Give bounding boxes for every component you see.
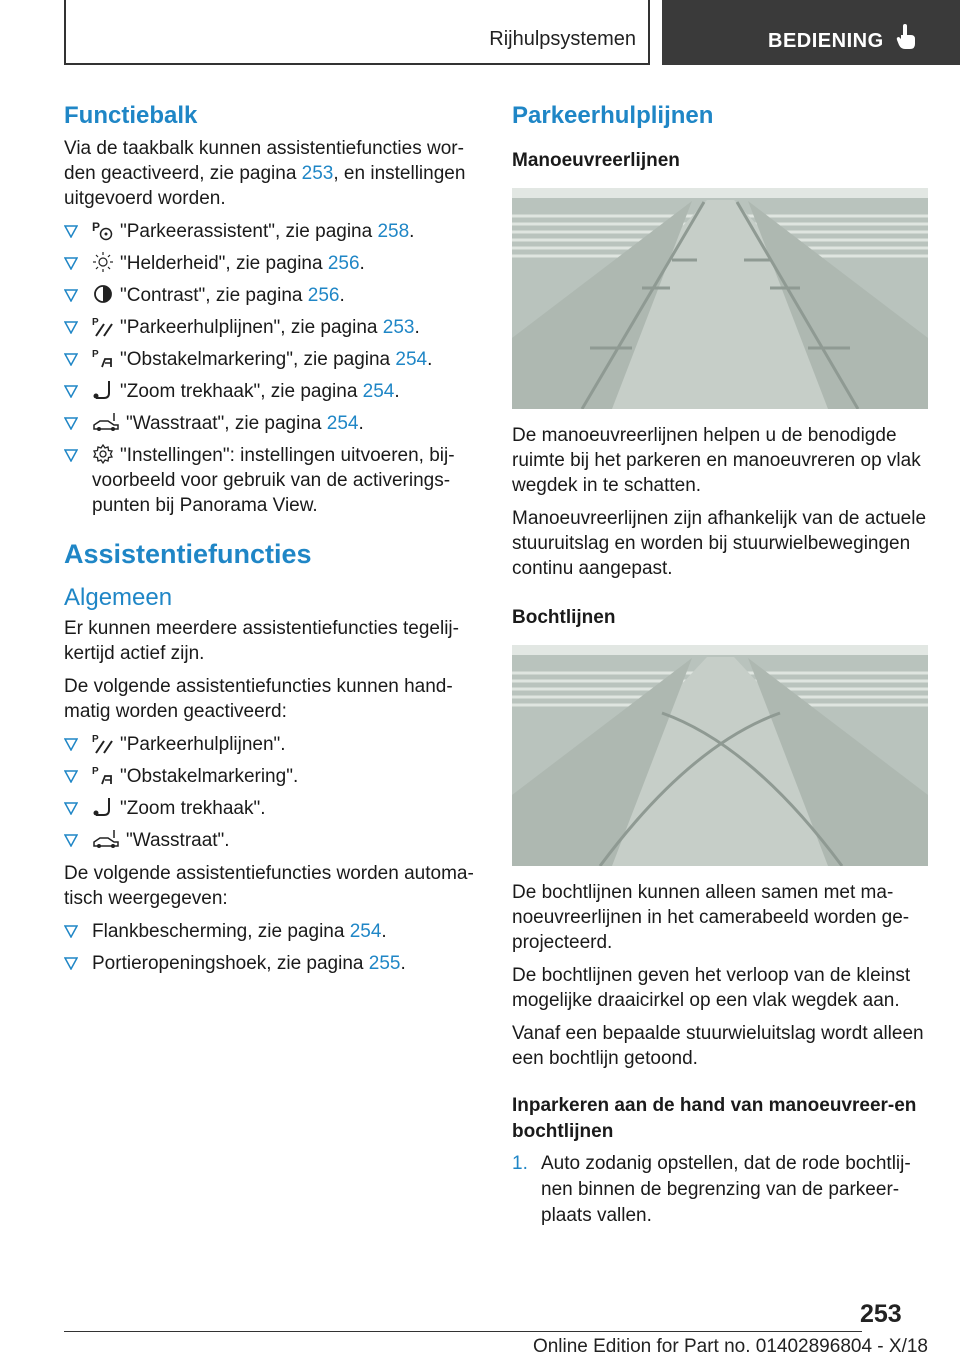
footer-divider xyxy=(64,1331,862,1332)
bullet-triangle-icon xyxy=(64,770,78,783)
right-column xyxy=(512,100,928,1229)
parking-lines-icon xyxy=(92,732,114,754)
bullet-triangle-icon xyxy=(64,449,78,462)
bullet-triangle-icon xyxy=(64,321,78,334)
bullet-triangle-icon xyxy=(64,417,78,430)
header-chapter-tab[interactable] xyxy=(662,0,960,65)
paragraph: De bochtlijnen geven het verloop van de kleinst mogelijke draaicirkel op een vlak wegdek aan. xyxy=(512,965,911,1011)
list-item: "Helderheid", zie pagina 256. xyxy=(64,251,476,276)
bullet-triangle-icon xyxy=(64,738,78,751)
page-link[interactable]: 254 xyxy=(395,349,428,370)
tow-hitch-zoom-icon xyxy=(92,379,114,401)
assistentiefuncties-heading: Assistentiefuncties xyxy=(64,539,312,569)
bochtlijnen-subheading: Bochtlijnen xyxy=(512,607,616,628)
list-item: "Wasstraat". xyxy=(64,828,476,853)
tow-hitch-zoom-icon xyxy=(92,796,114,818)
auto-function-list xyxy=(64,919,476,976)
bullet-triangle-icon xyxy=(64,225,78,238)
page-link[interactable]: 254 xyxy=(326,413,359,434)
svg-text:P: P xyxy=(92,734,99,745)
step-number: 1. xyxy=(512,1153,528,1174)
paragraph: De bochtlijnen kunnen alleen samen met ma-noeuvreerlijnen in het camerabeeld worden ge-projecteerd. xyxy=(512,882,910,953)
paragraph: De volgende assistentiefuncties kunnen hand-matig worden geactiveerd: xyxy=(64,676,453,722)
paragraph: Vanaf een bepaalde stuurwieluitslag wordt alleen een bochtlijn getoond. xyxy=(512,1023,924,1069)
page-link[interactable]: 258 xyxy=(377,221,410,242)
list-item: "Contrast", zie pagina 256. xyxy=(64,283,476,308)
parkeerhulplijnen-heading: Parkeerhulplijnen xyxy=(512,102,714,129)
header-border-right xyxy=(648,0,650,64)
paragraph: De volgende assistentiefuncties worden automa-tisch weergegeven: xyxy=(64,863,474,909)
page-link[interactable]: 254 xyxy=(349,921,382,942)
chapter-tab-label: BEDIENING xyxy=(768,30,884,52)
bullet-triangle-icon xyxy=(64,289,78,302)
parking-lines-icon xyxy=(92,315,114,337)
bullet-triangle-icon xyxy=(64,257,78,270)
list-item: P "Obstakelmarkering", zie pagina 254. xyxy=(64,347,476,372)
manual-function-list xyxy=(64,732,476,853)
algemeen-heading: Algemeen xyxy=(64,584,173,611)
page-link[interactable]: 255 xyxy=(368,953,401,974)
manoeuvreerlijnen-subheading: Manoeuvreerlijnen xyxy=(512,150,680,171)
header-section-title: Rijhulpsystemen xyxy=(489,28,636,50)
page-link[interactable]: 256 xyxy=(327,253,360,274)
functiebalk-intro: Via de taakbalk kunnen assistentiefuncties wor-den geactiveerd, zie pagina 253, en instellingen uitgevoerd worden. xyxy=(64,138,466,209)
steps-list xyxy=(512,1151,928,1229)
manoeuvre-lines-camera-image xyxy=(512,188,928,409)
list-item: P "Parkeerhulplijnen", zie pagina 253. xyxy=(64,315,476,340)
parking-assistant-icon xyxy=(92,219,114,241)
curve-lines-camera-image xyxy=(512,645,928,866)
list-item: "Instellingen": instellingen uitvoeren, bij-voorbeeld voor gebruik van de activerings-punten bij Panorama View. xyxy=(64,443,476,518)
bullet-triangle-icon xyxy=(64,925,78,938)
taskbar-function-list xyxy=(64,219,476,518)
page-link[interactable]: 253 xyxy=(382,317,415,338)
step-text: Auto zodanig opstellen, dat de rode bochtlij-nen binnen de begrenzing van de parkeer-plaats vallen. xyxy=(541,1153,911,1226)
bullet-triangle-icon xyxy=(64,802,78,815)
brightness-icon xyxy=(92,251,114,273)
page-link[interactable]: 256 xyxy=(307,285,340,306)
bullet-triangle-icon xyxy=(64,834,78,847)
paragraph: De manoeuvreerlijnen helpen u de benodigde ruimte bij het parkeren en manoeuvreren op vlak wegdek in te schatten. xyxy=(512,425,921,496)
list-item: "Zoom trekhaak". xyxy=(64,796,476,821)
svg-text:P: P xyxy=(92,766,99,777)
list-item: "Zoom trekhaak", zie pagina 254. xyxy=(64,379,476,404)
left-column xyxy=(64,100,476,984)
list-item: Flankbescherming, zie pagina 254. xyxy=(64,919,476,944)
hand-pointer-icon xyxy=(896,24,918,50)
obstacle-marking-icon xyxy=(92,347,114,369)
bullet-triangle-icon xyxy=(64,385,78,398)
inparkeren-subheading: Inparkeren aan de hand van manoeuvreer-en bochtlijnen xyxy=(512,1095,917,1142)
bullet-triangle-icon xyxy=(64,957,78,970)
paragraph: Manoeuvreerlijnen zijn afhankelijk van de actuele stuuruitslag en worden bij stuurwielbewegingen continu aangepast. xyxy=(512,508,927,579)
page-link[interactable]: 254 xyxy=(362,381,395,402)
car-wash-icon xyxy=(92,411,120,433)
contrast-icon xyxy=(92,283,114,305)
svg-text:P: P xyxy=(92,220,101,234)
page-link[interactable]: 253 xyxy=(301,163,334,184)
obstacle-marking-icon xyxy=(92,764,114,786)
paragraph: Er kunnen meerdere assistentiefuncties tegelij-kertijd actief zijn. xyxy=(64,618,459,664)
list-item: "Wasstraat", zie pagina 254. xyxy=(64,411,476,436)
list-item: P "Obstakelmarkering". xyxy=(64,764,476,789)
settings-gear-icon xyxy=(92,443,114,465)
header-border-bottom xyxy=(64,63,650,65)
list-item: Portieropeningshoek, zie pagina 255. xyxy=(64,951,476,976)
functiebalk-heading: Functiebalk xyxy=(64,102,198,129)
list-item: P "Parkeerassistent", zie pagina 258. xyxy=(64,219,476,244)
list-item: P "Parkeerhulplijnen". xyxy=(64,732,476,757)
car-wash-icon xyxy=(92,828,120,850)
svg-text:P: P xyxy=(92,317,99,328)
footer-edition: Online Edition for Part no. 01402896804 - X/18 xyxy=(532,1336,928,1357)
bullet-triangle-icon xyxy=(64,353,78,366)
svg-text:P: P xyxy=(92,349,99,360)
list-item xyxy=(512,1151,928,1229)
page-number: 253 xyxy=(860,1300,902,1328)
